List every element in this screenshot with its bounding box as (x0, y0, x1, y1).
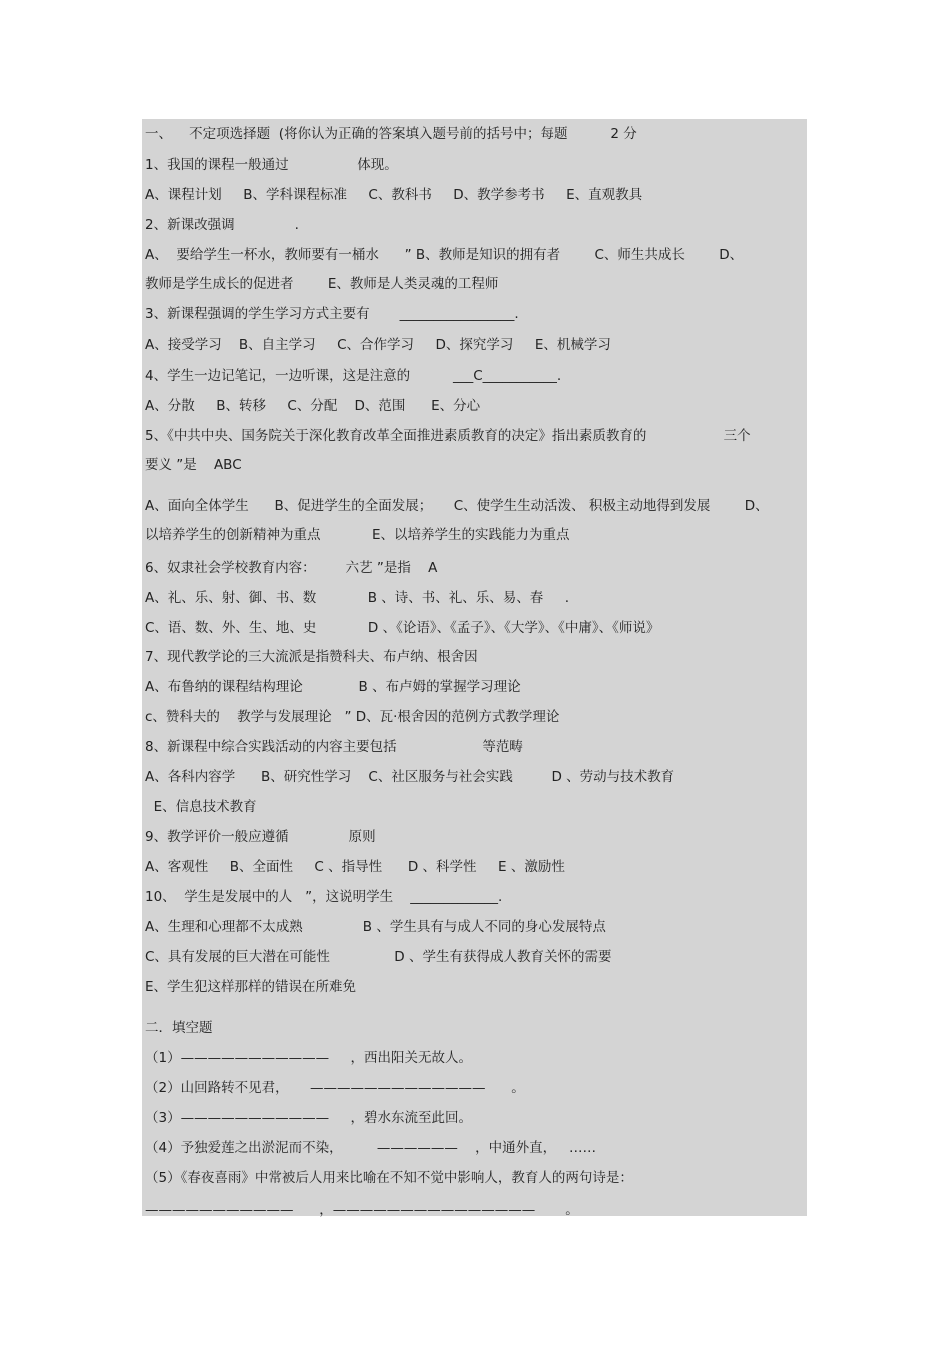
question-8: 8、新课程中综合实践活动的内容主要包括 等范畴 (145, 739, 523, 755)
fill-blank-5-answer: ——————————— ，——————————————— 。 (145, 1202, 579, 1218)
question-3: 3、新课程强调的学生学习方式主要有 _________________. (145, 306, 519, 322)
question-1-options: A、课程计划 B、学科课程标准 C、教科书 D、教学参考书 E、直观教具 (145, 187, 643, 203)
question-5-options-cont: 以培养学生的创新精神为重点 E、以培养学生的实践能力为重点 (145, 527, 570, 543)
question-6: 6、奴隶社会学校教育内容： 六艺 ”是指 A (145, 560, 438, 576)
section1-heading: 一、 不定项选择题 (将你认为正确的答案填入题号前的括号中；每题 2 分 (145, 126, 637, 142)
fill-blank-3: （3）——————————— ，碧水东流至此回。 (145, 1110, 473, 1126)
question-8-options-cont: E、信息技术教育 (145, 799, 257, 815)
question-10-option-e: E、学生犯这样那样的错误在所难免 (145, 979, 357, 995)
question-9-options: A、客观性 B、全面性 C 、指导性 D 、科学性 E 、激励性 (145, 859, 565, 875)
fill-blank-5: （5）《春夜喜雨》中常被后人用来比喻在不知不觉中影响人，教育人的两句诗是： (145, 1170, 633, 1186)
question-10-options-cd: C、具有发展的巨大潜在可能性 D 、学生有获得成人教育关怀的需要 (145, 949, 612, 965)
question-1: 1、我国的课程一般通过 体现。 (145, 157, 398, 173)
question-10: 10、 学生是发展中的人 ”，这说明学生 _____________. (145, 889, 503, 905)
fill-blank-4: （4）予独爱莲之出淤泥而不染， —————— ，中通外直， …… (145, 1140, 596, 1156)
question-7-options-cd: c、赞科夫的 教学与发展理论 ” D、瓦·根舍因的范例方式教学理论 (145, 709, 560, 725)
question-2: 2、新课改强调 . (145, 217, 299, 233)
question-6-options-ab: A、礼、乐、射、御、书、数 B 、诗、书、礼、乐、易、春 . (145, 590, 570, 606)
fill-blank-1: （1）——————————— ，西出阳关无故人。 (145, 1050, 473, 1066)
question-4-options: A、分散 B、转移 C、分配 D、范围 E、分心 (145, 398, 481, 414)
question-8-options: A、各科内容学 B、研究性学习 C、社区服务与社会实践 D 、劳动与技术教育 (145, 769, 675, 785)
question-9: 9、教学评价一般应遵循 原则 (145, 829, 376, 845)
question-5: 5、《中共中央、国务院关于深化教育改革全面推进素质教育的决定》指出素质教育的 三个 (145, 428, 751, 444)
question-5-options: A、面向全体学生 B、促进学生的全面发展； C、使学生生动活泼、 积极主动地得到发展 D、 (145, 498, 769, 514)
question-4: 4、学生一边记笔记，一边听课，这是注意的 ___C___________. (145, 368, 562, 384)
question-3-options: A、接受学习 B、自主学习 C、合作学习 D、探究学习 E、机械学习 (145, 337, 611, 353)
fill-blank-2: （2）山回路转不见君， ————————————— 。 (145, 1080, 525, 1096)
question-2-options: A、 要给学生一杯水，教师要有一桶水 ” B、教师是知识的拥有者 C、师生共成长 D、 (145, 247, 744, 263)
question-6-options-cd: C、语、数、外、生、地、史 D 、《论语》、《孟子》、《大学》、《中庸》、《师说》 (145, 620, 660, 636)
section2-heading: 二．填空题 (145, 1020, 213, 1036)
question-7: 7、现代教学论的三大流派是指赞科夫、布卢纳、根舍因 (145, 649, 478, 665)
question-5-cont: 要义 ”是 ABC (145, 457, 242, 473)
question-7-options-ab: A、布鲁纳的课程结构理论 B 、布卢姆的掌握学习理论 (145, 679, 521, 695)
question-2-options-cont: 教师是学生成长的促进者 E、教师是人类灵魂的工程师 (145, 276, 499, 292)
question-10-options-ab: A、生理和心理都不太成熟 B 、学生具有与成人不同的身心发展特点 (145, 919, 606, 935)
